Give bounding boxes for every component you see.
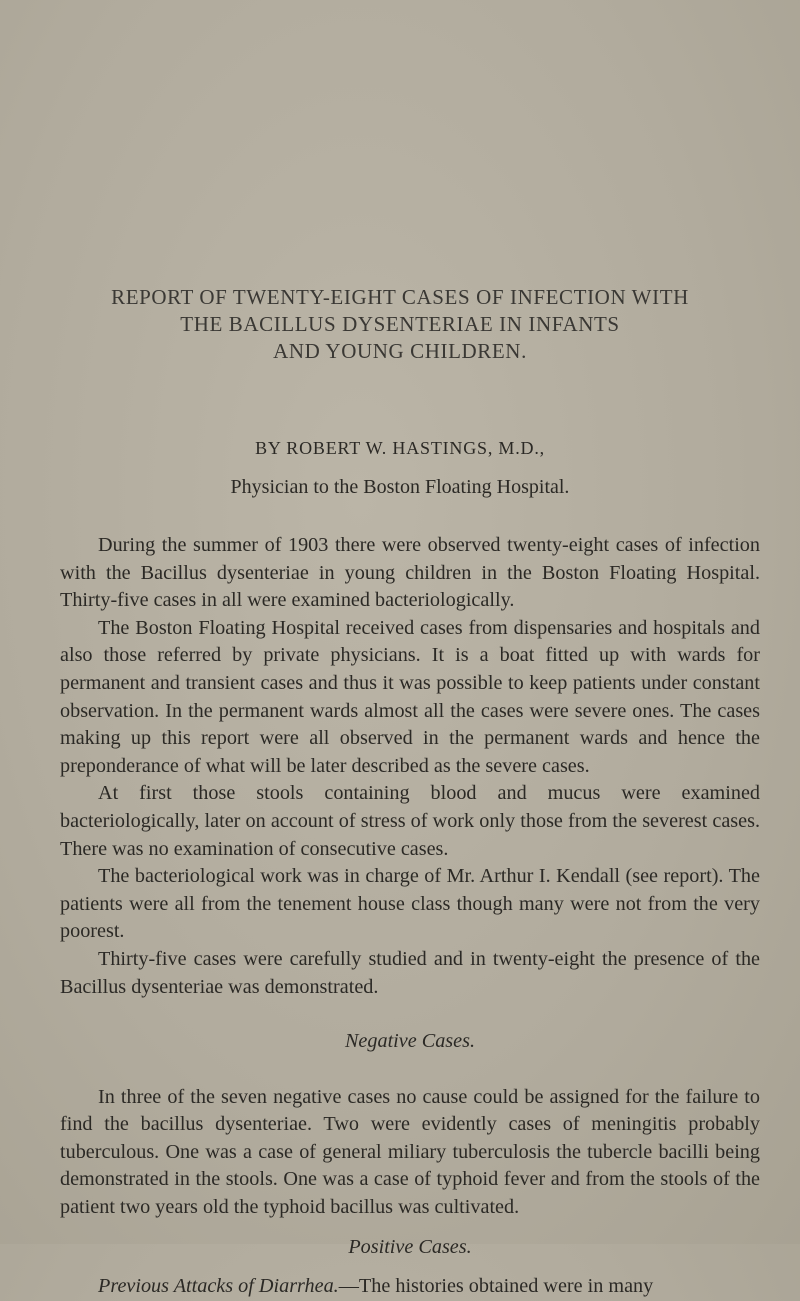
heading-negative-cases: Negative Cases. (344, 1030, 476, 1053)
paragraph-1: During the summer of 1903 there were observed twenty-eight cases of infection with the Bacillus dysenteriae in young children in the Boston Floating Hospital. Thirty-five cases in all were examined bacteriologically. (60, 534, 760, 612)
paragraph-7-text: —The histories obtained were in many (338, 1275, 654, 1298)
heading-positive-cases: Positive Cases. (348, 1235, 472, 1258)
paragraph-6: In three of the seven negative cases no cause could be assigned for the failure to find the bacillus dysenteriae. Two were evidently cases of meningitis probably tuberculous. One was a case of general miliary tuberculosis the tubercle bacilli being demonstrated in the stools. One was a case of typhoid fever and from the stools of the patient two years old the typhoid bacillus was cultivated. (60, 1085, 760, 1219)
paragraph-5: Thirty-five cases were carefully studied and in twenty-eight the presence of the Bacillus dysenteriae was demonstrated. (60, 947, 760, 998)
paragraph-2: The Boston Floating Hospital received cases from dispensaries and hospitals and also those referred by private physicians. It is a boat fitted up with wards for permanent and transient cases and thus it was possible to keep patients under constant observation. In the permanent wards almost all the cases were severe ones. The cases making up this report were all observed in the permanent wards and hence the preponderance of what will be later described as the severe cases. (60, 616, 760, 777)
paragraph-7 (60, 1273, 760, 1301)
title-line-1: REPORT OF TWENTY-EIGHT CASES OF INFECTION WITH (111, 285, 689, 309)
title-line-2: THE BACILLUS DYSENTERIAE IN INFANTS (180, 312, 620, 336)
title-line-3: AND YOUNG CHILDREN. (273, 339, 527, 363)
report-title (40, 284, 760, 365)
author-affiliation: Physician to the Boston Floating Hospital. (230, 476, 570, 498)
paragraph-4: The bacteriological work was in charge of Mr. Arthur I. Kendall (see report). The patients were all from the tenement house class though many were not from the very poorest. (60, 865, 760, 943)
subheading-previous-attacks: Previous Attacks of Diarrhea. (98, 1275, 339, 1298)
paragraph-3: At first those stools containing blood and mucus were examined bacteriologically, later on account of stress of work only those from the severest cases. There was no examination of consecutive cases. (60, 782, 760, 860)
article-body (60, 532, 760, 1301)
author-byline: BY ROBERT W. HASTINGS, M.D., (255, 438, 545, 458)
